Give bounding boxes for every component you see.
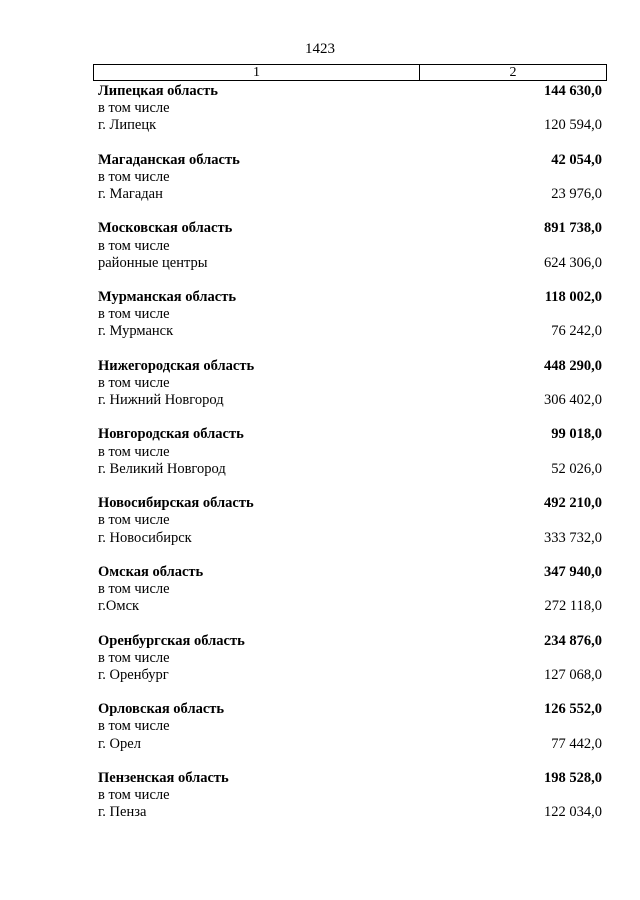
including-label: в том числе: [98, 100, 170, 117]
region-row: [98, 495, 602, 512]
column-1-header: 1: [94, 65, 420, 80]
region-row: [98, 83, 602, 100]
region-name: Оренбургская область: [98, 632, 245, 649]
sub-row: [98, 530, 602, 547]
including-label: в том числе: [98, 718, 170, 735]
including-label: в том числе: [98, 237, 170, 254]
sub-row: [98, 461, 602, 478]
sub-row: [98, 736, 602, 753]
region-total: 347 940,0: [544, 563, 602, 580]
region-row: [98, 152, 602, 169]
region-row: [98, 633, 602, 650]
including-label: в том числе: [98, 443, 170, 460]
region-list: [98, 83, 602, 839]
including-row: [98, 306, 602, 323]
region-total: 492 210,0: [544, 495, 602, 512]
sub-value: 120 594,0: [544, 117, 602, 134]
sub-value: 306 402,0: [544, 392, 602, 409]
region-entry: [98, 701, 602, 770]
region-total: 99 018,0: [551, 426, 602, 443]
region-name: Магаданская область: [98, 151, 240, 168]
including-label: в том числе: [98, 649, 170, 666]
region-total: 891 738,0: [544, 220, 602, 237]
region-entry: [98, 495, 602, 564]
including-label: в том числе: [98, 306, 170, 323]
sub-value: 272 118,0: [544, 598, 602, 615]
sub-name: г. Пенза: [98, 804, 147, 821]
region-entry: [98, 289, 602, 358]
region-total: 118 002,0: [544, 289, 602, 306]
region-name: Новосибирская область: [98, 495, 254, 512]
sub-name: районные центры: [98, 254, 208, 271]
sub-row: [98, 323, 602, 340]
region-total: 198 528,0: [544, 769, 602, 786]
including-row: [98, 650, 602, 667]
region-name: Нижегородская область: [98, 357, 255, 374]
sub-name: г. Нижний Новгород: [98, 392, 224, 409]
region-row: [98, 564, 602, 581]
sub-value: 333 732,0: [544, 529, 602, 546]
sub-row: [98, 392, 602, 409]
including-label: в том числе: [98, 581, 170, 597]
region-name: Омская область: [98, 563, 204, 580]
sub-row: [98, 667, 602, 684]
table-column-header: [93, 64, 607, 81]
region-entry: [98, 564, 602, 633]
page-number: 1423: [305, 41, 335, 57]
region-entry: [98, 220, 602, 289]
sub-value: 23 976,0: [551, 186, 602, 203]
sub-name: г. Орел: [98, 735, 141, 752]
region-entry: [98, 83, 602, 152]
including-row: [98, 718, 602, 735]
sub-value: 127 068,0: [544, 666, 602, 683]
region-name: Московская область: [98, 220, 233, 237]
including-row: [98, 169, 602, 186]
region-name: Липецкая область: [98, 83, 218, 99]
region-entry: [98, 633, 602, 702]
including-row: [98, 581, 602, 598]
including-row: [98, 100, 602, 117]
sub-value: 77 442,0: [551, 735, 602, 752]
sub-value: 624 306,0: [544, 254, 602, 271]
sub-name: г.Омск: [98, 598, 140, 615]
sub-name: г. Новосибирск: [98, 529, 192, 546]
including-label: в том числе: [98, 168, 170, 185]
region-row: [98, 220, 602, 237]
region-total: 42 054,0: [551, 151, 602, 168]
region-entry: [98, 426, 602, 495]
region-name: Мурманская область: [98, 289, 237, 306]
region-row: [98, 426, 602, 443]
region-total: 448 290,0: [544, 357, 602, 374]
region-entry: [98, 358, 602, 427]
sub-name: г. Оренбург: [98, 666, 169, 683]
sub-value: 122 034,0: [544, 804, 602, 821]
sub-name: г. Мурманск: [98, 323, 174, 340]
sub-value: 76 242,0: [551, 323, 602, 340]
column-2-header: 2: [509, 65, 517, 80]
sub-value: 52 026,0: [551, 460, 602, 477]
sub-name: г. Липецк: [98, 117, 157, 134]
including-row: [98, 238, 602, 255]
including-row: [98, 375, 602, 392]
including-row: [98, 787, 602, 804]
sub-row: [98, 117, 602, 134]
including-row: [98, 444, 602, 461]
sub-row: [98, 598, 602, 615]
region-entry: [98, 152, 602, 221]
region-total: 126 552,0: [544, 701, 602, 718]
sub-name: г. Великий Новгород: [98, 460, 226, 477]
region-row: [98, 770, 602, 787]
region-row: [98, 358, 602, 375]
sub-row: [98, 804, 602, 821]
sub-row: [98, 186, 602, 203]
including-label: в том числе: [98, 512, 170, 529]
including-label: в том числе: [98, 787, 170, 804]
region-name: Пензенская область: [98, 769, 229, 786]
region-name: Новгородская область: [98, 426, 244, 443]
region-row: [98, 701, 602, 718]
sub-name: г. Магадан: [98, 186, 163, 203]
region-entry: [98, 770, 602, 839]
region-name: Орловская область: [98, 701, 225, 718]
region-total: 144 630,0: [544, 83, 602, 99]
region-row: [98, 289, 602, 306]
region-total: 234 876,0: [544, 632, 602, 649]
including-row: [98, 512, 602, 529]
including-label: в том числе: [98, 374, 170, 391]
sub-row: [98, 255, 602, 272]
